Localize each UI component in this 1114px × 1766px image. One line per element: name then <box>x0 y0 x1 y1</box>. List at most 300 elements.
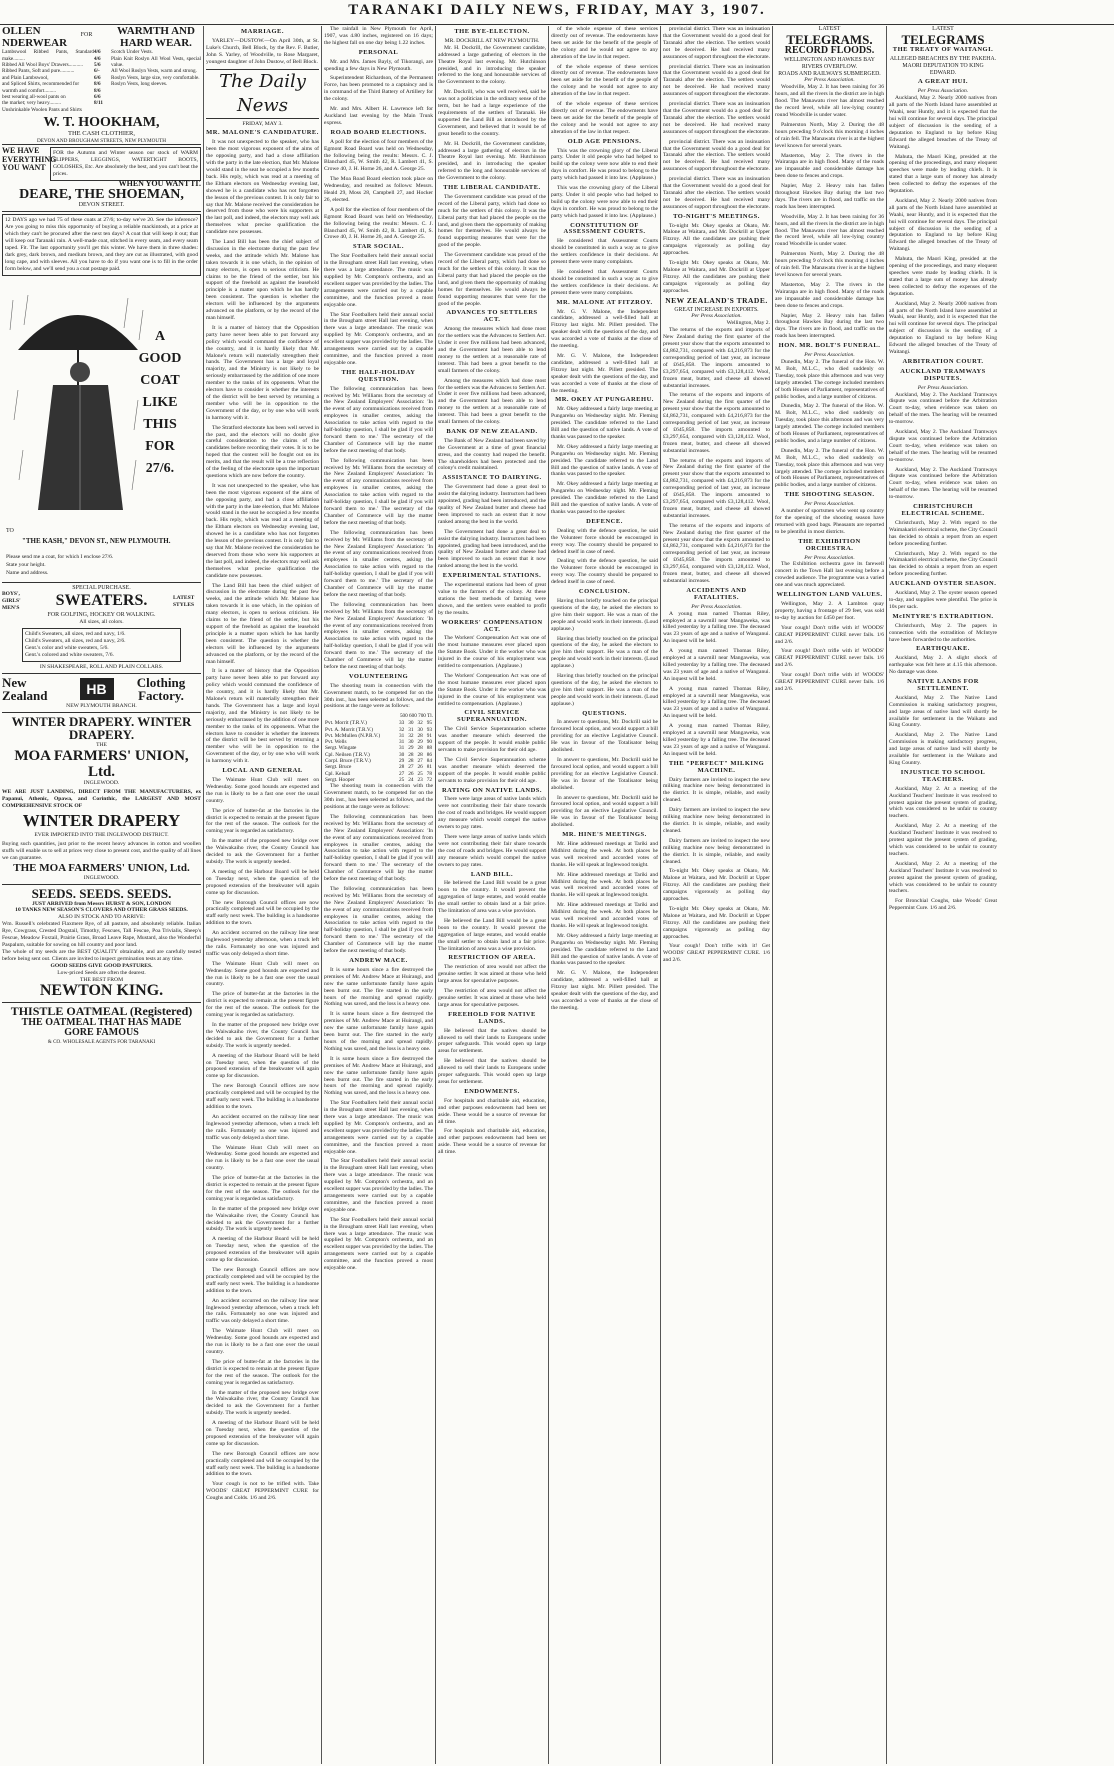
news-column-6 <box>663 26 770 1764</box>
workers-body: The Workers' Compensation Act was one of the most humane measures ever placed upon the Statute Book. Under it the worker who was injured in the course of his employment was entitled to compensation. (Applause.) <box>438 672 546 707</box>
nz-clothing-left: New Zealand <box>2 674 48 704</box>
trade-body: The returns of the exports and imports of New Zealand during the first quarter of the present year show that the exports amounted to £4,862,731, compared with £4,216,873 for the corresponding period of last year, an increase of £645,858. The imports amounted to £3,297,654, compared with £3,128,412. Wool, frozen meat, butter, and cheese all showed substantial increases. <box>663 327 770 389</box>
malone-body: Mr. G. V. Malone, the Independent candidate, addressed a well-filled hall at Fitzroy last night. Mr. Pillett presided. The speaker dealt with the questions of the day, and was accorded a vote of thanks at the close of the meeting. <box>551 970 658 1011</box>
defence-body: Dealing with the defence question, he said the Volunteer force should be encouraged in every way. The country should be prepared to defend itself in case of need. <box>551 527 658 555</box>
hookham-vest-line: Plain Knit Roslyn All Wool Vests, special value. <box>111 55 201 68</box>
newton-king-name: NEWTON KING. <box>39 982 164 1000</box>
seeds-also: ALSO IN STOCK AND TO ARRIVE: <box>58 914 145 921</box>
shooter-name: Pvt. Wells <box>325 739 347 746</box>
floods-sub: WELLINGTON AND HAWKES BAY RIVERS OVERFLOW. <box>784 56 875 70</box>
coat-slogan-word: FOR <box>145 438 175 454</box>
hine-body: Mr. Hine addressed meetings at Tariki and Midhirst during the week. At both places he was well received and accorded votes of thanks. He will speak at Inglewood tonight. <box>551 902 658 929</box>
okey-heading: MR. OKEY AT PUNGAREHU. <box>555 396 654 404</box>
moa-winter: WINTER DRAPERY <box>22 811 181 830</box>
shooting-score: 28 <box>399 764 405 771</box>
nz-clothing-advert <box>2 673 201 712</box>
meetings-body: To-night Mr. Okey speaks at Okato, Mr. Malone at Waitara, and Mr. Dockrill at Upper Fitzroy. All the candidates are pushing their campaigns vigorously as polling day approaches. <box>663 868 770 903</box>
hookham-list-right <box>108 49 201 113</box>
hine-heading: MR. HINE'S MEETINGS. <box>562 831 647 839</box>
trade-press: Per Press Association. <box>691 313 742 320</box>
shooting-score: 95 <box>426 720 432 727</box>
native-lands-body: Auckland, May 2. The Native Land Commission is making satisfactory progress, and large areas of native land will shortly be available for settlement in the Waikato and King Country. <box>889 732 997 766</box>
accidents-body: A young man named Thomas Riley, employed at a sawmill near Mangaweka, was killed yesterday by a falling tree. The deceased was 23 years of age and a native of Wanganui. An inquest will be held. <box>663 685 770 720</box>
shooting-score: 28 <box>417 751 423 758</box>
shooting-score: 30 <box>408 720 414 727</box>
thistle-advert <box>2 1002 201 1047</box>
road-board-item: A poll for the election of four members of the Egmont Road Board was held on Wednesday, the following being the results: Messrs. C. J. Blanchard 45, W. Smith 42, R. Lambert 41, S. Crowe 40, J. H. Horne 26, and A. George 25. <box>324 138 433 173</box>
editorial-paragraph: The Land Bill has been the chief subject of discussion in the electorate during the past few weeks, and the attitude which Mr. Malone has taken towards it is one which, in the opinion of many electors, is open to serious criticism. He claims to be the friend of the settler, but his support of the freehold as against the leasehold principle is a matter upon which he has hardly been consistent. The question is whether the electors will be influenced by the arguments advanced on the platform, or by the record of the man himself. <box>206 239 319 321</box>
civil-service-body: The Civil Service Superannuation scheme was another measure which deserved the support of the people. It would enable public servants to make provision for their old age. <box>438 756 546 784</box>
shooter-name: Pvt. McMullen (N.P.R.V.) <box>325 732 381 739</box>
dairy-body: The Government had done a great deal to assist the dairying industry. Instructors had been appointed, grading had been introduced, and the quality of New Zealand butter and cheese had been improved to such an extent that it now ranked among the best in the world. <box>438 528 546 570</box>
hookham-advert <box>2 26 201 144</box>
sweaters-advert <box>2 582 201 673</box>
civil-service-body: The Civil Service Superannuation scheme was another measure which deserved the support of the people. It would enable public servants to make provision for their old age. <box>438 726 546 753</box>
coat-slogan-word: GOOD <box>138 350 182 366</box>
editorial-column <box>206 26 319 1764</box>
bank-body: The Bank of New Zealand had been saved by the Government at a time of great financial stress, and the country had reaped the benefit. The shareholders had been protected and the colony's credit maintained. <box>438 437 546 472</box>
endowments-body: For hospitals and charitable aid, education, and other purposes endowments had been set aside. These would be a source of revenue for all time. <box>438 1128 546 1156</box>
hookham-headline-left: OLLEN NDERWEAR <box>2 26 68 49</box>
gathering-heading: A GREAT HUI. <box>917 78 968 86</box>
continued-body: provincial district. There was an insinuation that the Government would do a good deal for Taranaki after the election. The settlers would not be deceived. He had received many assurances of support throughout the electorate. <box>663 26 770 60</box>
experimental-heading: EXPERIMENTAL STATIONS. <box>442 572 542 580</box>
local-item: A meeting of the Harbour Board will be held on Tuesday next, when the question of the proposed extension of the breakwater will again come up for discussion. <box>206 1236 319 1264</box>
editorial-paragraph: It is a matter of history that the Opposition party have never been able to put forward any policy which would command the confidence of the country, and it is hardly likely that Mr. Malone's return will materially strengthen their hands. The Government has a large and loyal majority, and the Ministry is not likely to be seriously embarrassed by the addition of one more member to the ranks of its opponents. What the electors have to consider is whether the interests of the district will be best served by returning a member who will be in opposition to the Government of the day, or by one who will work in harmony with it. <box>206 668 319 765</box>
advances-body: Among the measures which had done most for the settlers was the Advances to Settlers Act. Under it over five millions had been advanced, and the Government had been able to lend money to the settlers at a reasonable rate of interest. This had been a great benefit to the small farmers of the colony. <box>438 326 546 374</box>
sweaters-sizes: All sizes, all colors. <box>79 619 124 626</box>
floods-item: Masterton, May 2. The rivers in the Wairarapa are in high flood. Many of the roads are impassable and considerable damage has been done to fences and crops. <box>775 152 884 180</box>
deare-body: FOR the Autumn and Winter season our stock of WARM SLIPPERS, LEGGINGS, WATERTIGHT BOOTS, GOLOSHES, Etc. Are absolutely the best, and you can't beat the prices. <box>50 147 201 181</box>
hookham-line: best wearing all-wool pants on <box>2 93 66 100</box>
arbitration-heading: ARBITRATION COURT. <box>902 357 984 365</box>
shooting-score: 29 <box>408 745 414 752</box>
advertisements-column <box>2 26 201 1764</box>
restriction-body: The restriction of area would not affect the genuine settler. It was aimed at those who held large areas for speculative purposes. <box>438 964 546 985</box>
coat-to: TO <box>6 527 14 534</box>
column-rule <box>886 26 887 1764</box>
okey-body: Mr. Okey addressed a fairly large meeting at Pungarehu on Wednesday night. Mr. Fleming presided. The candidate referred to the Land Bill and the question of native lands. A vote of thanks was passed to the speaker. <box>551 481 658 515</box>
local-item: The Waimate Hunt Club will meet on Wednesday. Some good hounds are expected and the run is likely to be a fast one over the usual country. <box>206 777 319 804</box>
accidents-heading: ACCIDENTS AND FATALITIES. <box>686 586 747 601</box>
personal-item: Mr. and Mrs. Albert H. Lawrence left for Auckland last evening by the Main Trunk express. <box>324 106 433 126</box>
conclusion-body: Having thus briefly touched on the principal questions of the day, he asked the electors to give him their support. He was a man of the people and would work in their interests. (Loud applause.) <box>551 673 658 707</box>
questions-heading: QUESTIONS. <box>582 709 627 717</box>
shooting-score: 28 <box>417 745 423 752</box>
defence-heading: DEFENCE. <box>586 517 623 525</box>
hookham-price: 8/6 <box>94 87 101 94</box>
old-age-heading: OLD AGE PENSIONS. <box>567 137 642 145</box>
hookham-vest-line: All Wool Roslyn Vests, warm and strong. <box>111 68 197 75</box>
hookham-line: Unshrinkable Woolen Pants and Shirts <box>2 106 82 113</box>
freehold-body: He believed that the natives should be allowed to sell their lands to Europeans under proper safeguards. This would open up large areas for settlement. <box>438 1058 546 1085</box>
shooting-score: 32 <box>417 720 423 727</box>
hookham-line: and Spliced Shirts, recommended for <box>2 81 80 88</box>
malone-heading: MR. MALONE AT FITZROY. <box>556 298 653 306</box>
endowments-heading: ENDOWMENTS. <box>464 1087 520 1095</box>
andrew-mace-body: It is some hours since a fire destroyed the premises of Mr. Andrew Mace at Huirangi, and now the same unfortunate family have again been burnt out. The fire started in the early hours of the morning and spread rapidly. Nothing was saved, and the loss is a heavy one. <box>324 966 433 1008</box>
treaty-sub: ALLEGED BREACHES BY THE PAKEHA. <box>889 55 997 62</box>
half-holiday-body: The following communication has been received by Mr. Williams from the secretary of the New Zealand Employers' Association: 'In the event of any communications received from employees in smaller centres, asking the Association to take action with regard to the half-holiday question, I shall be glad if you will forward them to me.' The secretary of the Chamber of Commerce will lay the matter before the next meeting of that body. <box>324 813 433 883</box>
old-age-body: This was the crowning glory of the Liberal party. Under it old people who had helped to build up the colony were now able to end their days in comfort. He was proud to belong to the party which had passed it into law. (Applause.) <box>551 185 658 219</box>
workers-heading: WORKERS' COMPENSATION ACT. <box>441 618 543 633</box>
shooting-score: 26 <box>408 770 414 777</box>
shooting-score: 88 <box>426 745 432 752</box>
experimental-body: The experimental stations had been of great value to the farmers of the colony. At these stations the best methods of farming were shown, and the settlers were enabled to profit by the results. <box>438 582 546 616</box>
accidents-body: A young man named Thomas Riley, employed at a sawmill near Mangaweka, was killed yesterday by a falling tree. The deceased was 23 years of age and a native of Wanganui. An inquest will be held. <box>663 648 770 682</box>
hookham-line: and Plain Lambswool, <box>2 74 49 81</box>
civil-service-heading: CIVIL SERVICE SUPERANNUATION. <box>456 709 528 724</box>
sweaters-collars: IN SHAKESPEARE, ROLL AND PLAIN COLLARS. <box>39 663 164 670</box>
local-item: In the matter of the proposed new bridge over the Waiwakaiho river, the County Council has decided to ask the Government for a further subsidy. The work is urgently needed. <box>206 1205 319 1233</box>
shooting-score: 32 <box>408 732 414 739</box>
hookham-list-left <box>2 49 94 113</box>
malone-body: Mr. G. V. Malone, the Independent candidate, addressed a well-filled hall at Fitzroy last night. Mr. Pillett presided. The speaker dealt with the questions of the day, and was accorded a vote of thanks at the close of the meeting. <box>551 352 658 394</box>
deare-name: DEARE, THE SHOEMAN, <box>19 186 184 202</box>
floods-press: Per Press Association. <box>804 77 855 84</box>
shooting-score: 31 <box>399 732 405 739</box>
editorial-date: FRIDAY, MAY 3. <box>242 120 283 127</box>
continued-body: provincial district. There was an insinuation that the Government would do a good deal for Taranaki after the election. The settlers would not be deceived. He had received many assurances of support throughout the electorate. <box>663 63 770 98</box>
seeds-good: GOOD SEEDS GIVE GOOD PASTURES. <box>50 962 153 969</box>
floods-heading: RECORD FLOODS. <box>784 44 875 56</box>
hookham-line: the market; very heavy......... <box>2 100 62 107</box>
milking-body: Dairy farmers are invited to inspect the new milking machine now being demonstrated in the district. It is simple, reliable, and easily cleaned. <box>663 837 770 865</box>
shooting-score: 30 <box>408 739 414 746</box>
teachers-body: Auckland, May 2. At a meeting of the Auckland Teachers' Institute it was resolved to protest against the present system of grading, which was considered to be unfair to country teachers. <box>889 785 997 820</box>
okey-body: Mr. Okey addressed a fairly large meeting at Pungarehu on Wednesday night. Mr. Fleming presided. The candidate referred to the Land Bill and the question of native lands. A vote of thanks was passed to the speaker. <box>551 443 658 478</box>
coat-slogan-word: 27/6. <box>145 460 175 476</box>
native-rating-body: There were large areas of native lands which were not contributing their fair share towards the cost of roads and bridges. He would support any measure which would compel the native owners to pay rates. <box>438 833 546 868</box>
local-item: A meeting of the Harbour Board will be held on Tuesday next, when the question of the proposed extension of the breakwater will again come up for discussion. <box>206 1420 319 1447</box>
seeds-low: Low-priced Seeds are often the dearest. <box>57 969 146 976</box>
sweaters-list <box>22 628 181 662</box>
treaty-paragraph: Auckland, May 2. Nearly 2000 natives from all parts of the North Island have assembled at Waahi, near Huntly, and it is expected that the hui will continue for several days. The principal subject of discussion is the sending of a deputation to England to lay before King Edward the alleged breaches of the Treaty of Waitangi. <box>889 197 997 253</box>
meetings-body: To-night Mr. Okey speaks at Okato, Mr. Malone at Waitara, and Mr. Dockrill at Upper Fitzroy. All the candidates are pushing their campaigns vigorously as polling day approaches. <box>663 260 770 294</box>
marriage-notice: YARLEY—DUSTOW.—On April 30th, at St. Luke's Church, Bell Block, by the Rev. F. Butler, John S. Yarley, of Woodville, to Rose Margaret, youngest daughter of John Dustow, of Bell Block. <box>206 37 319 65</box>
sweater-item: Gent.'s colored and white sweaters, 7/6. <box>25 651 114 658</box>
tramways-body: Auckland, May 2. The Auckland Tramways dispute was continued before the Arbitration Court to-day, when evidence was taken on behalf of the men. The hearing will be resumed to-morrow. <box>889 466 997 501</box>
shooting-score: 27 <box>399 770 405 777</box>
freehold-body: He believed that the natives should be allowed to sell their lands to Europeans under proper safeguards. This would open up large areas for settlement. <box>438 1027 546 1055</box>
half-holiday-body: The following communication has been received by Mr. Williams from the secretary of the New Zealand Employers' Association: 'In the event of any communications received from employees in smaller centres, asking the Association to take action with regard to the half-holiday question, I shall be glad if you will forward them to me.' The secretary of the Chamber of Commerce will lay the matter before the next meeting of that body. <box>324 885 433 955</box>
shooting-score: 28 <box>408 758 414 765</box>
shooting-score: 30 <box>417 726 423 733</box>
cough-advert: Your cough! Don't trifle with it! WOODS' GREAT PEPPERMINT CURE never fails. 1/6 and 2/6. <box>775 624 884 645</box>
shooting-score: 33 <box>399 720 405 727</box>
sweaters-left: BOYS', GIRLS' MEN'S <box>2 591 21 612</box>
personal-heading: PERSONAL <box>358 48 399 56</box>
moa-body2: Buying such quantities, just prior to the recent heavy advances in cotton and woollen stuffs will enable us to sell at prices very close to present cost, and the quality of all lines we can guarantee. <box>2 840 201 861</box>
nz-clothing-right: Clothing Factory. <box>136 674 186 704</box>
shooting-score: 93 <box>426 726 432 733</box>
hookham-line: Lambswool Ribbed Pants, Standard make......... <box>2 49 94 62</box>
trade-heading: NEW ZEALAND'S TRADE. <box>665 295 768 305</box>
dairy-body: The Government had done a great deal to assist the dairying industry. Instructors had been appointed, grading had been introduced, and the quality of New Zealand butter and cheese had been improved to such an extent that it now ranked among the best in the world. <box>438 484 546 525</box>
hookham-price: 4/6 <box>94 55 101 62</box>
okey-body: Mr. Okey addressed a fairly large meeting at Pungarehu on Wednesday night. Mr. Fleming presided. The candidate referred to the Land Bill and the question of native lands. A vote of thanks was passed to the speaker. <box>551 932 658 967</box>
telegrams-heading: TELEGRAMS. <box>786 31 873 47</box>
continued-body: of the whole expense of these services directly out of revenue. The endowments have been set aside for the benefit of the people of the colony and he would not agree to any alteration of the law in that respect. <box>551 26 658 60</box>
shooting-score: 78 <box>426 770 432 777</box>
accidents-body: A young man named Thomas Riley, employed at a sawmill near Mangaweka, was killed yesterday by a falling tree. The deceased was 23 years of age and a native of Wanganui. An inquest will be held. <box>663 610 770 645</box>
local-item: A meeting of the Harbour Board will be held on Tuesday next, when the question of the proposed extension of the breakwater will again come up for discussion. <box>206 1052 319 1080</box>
deare-headline: WE HAVE EVERYTHING YOU WANT <box>2 146 57 172</box>
volunteering-heading: VOLUNTEERING <box>348 672 409 680</box>
native-lands-heading: NATIVE LANDS FOR SETTLEMENT. <box>907 678 979 692</box>
shooter-name: Cpl. Kelsall <box>325 770 351 777</box>
treaty-paragraph: Auckland, May 2. Nearly 2000 natives from all parts of the North Island have assembled at Waahi, near Huntly, and it is expected that the hui will continue for several days. The principal subject of discussion is the sending of a deputation to England to lay before King Edward the alleged breaches of the Treaty of Waitangi. <box>889 95 997 150</box>
thistle-sub2: GORE FAMOUS <box>64 1027 139 1039</box>
seeds-headline: SEEDS. SEEDS. SEEDS. <box>31 885 172 901</box>
trade-place: Wellington, May 2. <box>726 320 770 327</box>
funeral-press: Per Press Association. <box>804 352 855 359</box>
shooting-score: 32 <box>399 726 405 733</box>
local-item: In the matter of the proposed new bridge over the Waiwakaiho river, the County Council has decided to ask the Government for a further subsidy. The work is urgently needed. <box>206 1022 319 1049</box>
meetings-body: To-night Mr. Okey speaks at Okato, Mr. Malone at Waitara, and Mr. Dockrill at Upper Fitzroy. All the candidates are pushing their campaigns vigorously as polling day approaches. <box>663 905 770 940</box>
dairy-heading: ASSISTANCE TO DAIRYING. <box>442 474 542 482</box>
andrew-mace-body: It is some hours since a fire destroyed the premises of Mr. Andrew Mace at Huirangi, and now the same unfortunate family have again been burnt out. The fire started in the early hours of the morning and spread rapidly. Nothing was saved, and the loss is a heavy one. <box>324 1011 433 1052</box>
shooting-score: 23 <box>417 776 423 783</box>
deare-advert <box>2 144 201 211</box>
hookham-subtitle: THE CASH CLOTHIER, <box>68 129 135 137</box>
hookham-price: 8/6 <box>94 81 101 88</box>
cough-advert: Your cough is not to be trifled with. Take WOODS' GREAT PEPPERMINT CURE for Coughs and Colds. 1/6 and 2/6. <box>206 1481 319 1502</box>
telegrams-heading: TELEGRAMS <box>901 31 985 47</box>
meetings-heading: TO-NIGHT'S MEETINGS. <box>673 212 760 220</box>
moa-ever: EVER IMPORTED INTO THE INGLEWOOD DISTRICT. <box>34 831 169 838</box>
volunteering-body: The shooting team in connection with the Government match, to be competed for on the 30th inst., has been selected as follows, and the positions at the range were as follows: <box>324 682 433 710</box>
hookham-price: 5/6 <box>94 61 101 68</box>
orchestra-heading: THE EXHIBITION ORCHESTRA. <box>798 537 861 552</box>
cough-advert: Your cough! Don't trifle with it! WOODS' GREAT PEPPERMINT CURE never fails. 1/6 and 2/6. <box>775 672 884 692</box>
hine-body: Mr. Hine addressed meetings at Tariki and Midhirst during the week. At both places he was well received and accorded votes of thanks. He will speak at Inglewood tonight. <box>551 871 658 899</box>
shooting-score: 29 <box>399 758 405 765</box>
star-social-body: The Star Footballers held their annual social in the Brougham street Hall last evening, when there was a large attendance. The music was supplied by Mr. Compton's orchestra, and an excellent supper was provided by the ladies. The arrangements were carried out by a capable committee, and the function proved a most enjoyable one. <box>324 1158 433 1213</box>
seeds-tanks: 10 TANKS NEW SEASON'S CLOVERS AND OTHER GRASS SEEDS. <box>15 907 188 914</box>
local-item: An accident occurred on the railway line near Inglewood yesterday afternoon, when a truck left the rails. Fortunately no one was injured and traffic was only delayed a short time. <box>206 1297 319 1325</box>
advances-heading: ADVANCES TO SETTLERS ACT. <box>446 309 538 324</box>
shooting-press: Per Press Association. <box>804 501 855 508</box>
coat-slogan-word: A <box>154 328 166 344</box>
bank-heading: BANK OF NEW ZEALAND. <box>446 427 538 435</box>
shooter-name: Sergt. Bruce <box>325 764 352 771</box>
questions-body: In answer to questions, Mr. Dockrill said he favoured local option, and would support a bill providing for an elective Legislative Council. He was in favour of the Totalisator being abolished. <box>551 719 658 754</box>
advances-body: Among the measures which had done most for the settlers was the Advances to Settlers Act. Under it over five millions had been advanced, and the Government had been able to lend money to the settlers at a reasonable rate of interest. This had been a great benefit to the small farmers of the colony. <box>438 377 546 426</box>
treaty-paragraph: Auckland, May 2. Nearly 2000 natives from all parts of the North Island have assembled at Waahi, near Huntly, and it is expected that the hui will continue for several days. The principal subject of discussion is the sending of a deputation to England to lay before King Edward the alleged breaches of the Treaty of Waitangi. <box>889 300 997 355</box>
hookham-line: warmth and comfort......... <box>2 87 57 94</box>
coat-slogan-word: COAT <box>140 372 180 388</box>
chch-heading: CHRISTCHURCH ELECTRICAL SCHEME. <box>901 503 985 517</box>
coat-kash: "THE KASH," DEVON ST., NEW PLYMOUTH. <box>22 536 171 545</box>
shooting-score: 30 <box>399 751 405 758</box>
editorial-paragraph: It was not unexpected to the speaker, who has been the most vigorous exponent of the aims of the opposing party, and had a close affiliation with the party in the late election, that Mr. Malone would stand in the seat he occupied a few months back. His reply, which was read at a meeting of the Eltham electors on Wednesday evening last, showed he is a candidate who has not forgotten the lesson of the previous contest. It is only fair to say that Mr. Malone received the consideration he deserved from those who were his supporters at the last poll, and indeed, the electors may well ask themselves what precise qualification the candidate now possesses. <box>206 482 319 579</box>
half-holiday-body: The following communication has been received by Mr. Williams from the secretary of the New Zealand Employers' Association: 'In the event of any communications received from employees in smaller centres, asking the Association to take action with regard to the half-holiday question, I shall be glad if you will forward them to me.' The secretary of the Chamber of Commerce will lay the matter before the next meeting of that body. <box>324 529 433 598</box>
land-bill-body: He believed the Land Bill would be a great boon to the country. It would prevent the aggregation of large estates, and would enable the small settler to obtain land at a fair price. The limitation of area was a wise provision. <box>438 917 546 952</box>
seeds-body: Wm. Russell's celebrated Flaxmere Rye, of all pasture, and absolutely reliable. Italian Rye, Cowgrass, Crested Dogstail, Timothy, Fescues, Tall Fescue, Poa Trivialis, Sheep's Fescue, Meadow Foxtail, Prairie Grass, Broad Leave Rape, Mustard, also the Wonderful Paspalum, suitable for sowing on hill country and poor land. <box>2 921 201 948</box>
local-item: In the matter of the proposed new bridge over the Waiwakaiho river, the County Council has decided to ask the Government for a further subsidy. The work is urgently needed. <box>206 838 319 865</box>
coat-slogan <box>125 326 195 480</box>
news-column-4 <box>438 26 546 1764</box>
assessment-body: He considered that Assessment Courts should be constituted in such a way as to give the settlers confidence in their decisions. At present there were many complaints. <box>551 238 658 266</box>
hine-body: Mr. Hine addressed meetings at Tariki and Midhirst during the week. At both places he was well received and accorded votes of thanks. He will speak at Inglewood tonight. <box>551 840 658 868</box>
shooting-heading: THE SHOOTING SEASON. <box>784 491 875 499</box>
moa-name: MOA FARMERS' UNION, Ltd. <box>14 747 189 780</box>
sweater-item: Gent.'s color and white sweaters, 5/6. <box>25 644 109 651</box>
moa-name2: THE MOA FARMERS' UNION, Ltd. <box>13 862 190 875</box>
chch-body: Christchurch, May 2. With regard to the Waimakariri electrical scheme, the City Council has decided to obtain a report from an expert before proceeding further. <box>889 550 997 578</box>
native-rating-body: There were large areas of native lands which were not contributing their fair share towards the cost of roads and bridges. He would support any measure which would compel the native owners to pay rates. <box>438 796 546 831</box>
earthquake-body: Auckland, May 2. A slight shock of earthquake was felt here at 4.15 this afternoon. No damage was done. <box>889 655 997 676</box>
shooting-score: 27 <box>417 758 423 765</box>
sweaters-right: LATEST STYLES <box>173 594 195 608</box>
local-item: The Waimate Hunt Club will meet on Wednesday. Some good hounds are expected and the run is likely to be a fast one over the usual country. <box>206 1144 319 1172</box>
floods-item: Napier, May 2. Heavy rain has fallen throughout Hawkes Bay during the last two days. The rivers are in flood, and traffic on the roads has been interrupted. <box>775 312 884 340</box>
okey-body: Mr. Okey addressed a fairly large meeting at Pungarehu on Wednesday night. Mr. Fleming presided. The candidate referred to the Land Bill and the question of native lands. A vote of thanks was passed to the speaker. <box>551 406 658 440</box>
local-item: An accident occurred on the railway line near Inglewood yesterday afternoon, when a truck left the rails. Fortunately no one was injured and traffic was only delayed a short time. <box>206 930 319 957</box>
moa-the: THE <box>96 741 107 748</box>
paper-title: The Daily News <box>219 70 306 116</box>
star-social-body: The Star Footballers held their annual social in the Brougham street Hall last evening, when there was a large attendance. The music was supplied by Mr. Compton's orchestra, and an excellent supper was provided by the ladies. The arrangements were carried out by a capable committee, and the function proved a most enjoyable one. <box>324 253 433 308</box>
floods-item: Masterton, May 2. The rivers in the Wairarapa are in high flood. Many of the roads are impassable and considerable damage has been done to fences and crops. <box>775 281 884 309</box>
floods-sub2: ROADS AND RAILWAYS SUBMERGED. <box>778 70 881 77</box>
shooting-score: 28 <box>408 751 414 758</box>
coat-form-height: State your height. <box>6 561 46 568</box>
floods-item: Palmerston North, May 2. During the 48 hours preceding 9 o'clock this morning 4 inches of rain fell. The Manawatu river is at the highest level known for several years. <box>775 251 884 278</box>
questions-body: In answer to questions, Mr. Dockrill said he favoured local option, and would support a bill providing for an elective Legislative Council. He was in favour of the Totalisator being abolished. <box>551 794 658 829</box>
hookham-price: 6/- <box>94 68 100 75</box>
seeds-best: THE BEST FROM <box>79 976 124 983</box>
shooting-score: 84 <box>426 758 432 765</box>
trade-sub: GREAT INCREASE IN EXPORTS. <box>674 306 759 313</box>
coat-intro: 12 DAYS ago we had 75 of these coats at 27/6; to-day we've 20. See the inference? Are you going to miss this opportunity of buying a reliable mackintosh, at a price at which they can't be procured after the next ten days? A coat that will keep it out; that will keep out Taranaki rain. A well-made coat, stitched in every seam, and every seam taped. Fit. The last opportunity you'll get this winter. We have them in three shades: dark grey, dark brown, and medium brown, and they are cut as illustrated, with good long cape, and with sleeves. All you have to do if you want one is to fill in the order form below, and we'll send you a coat postage paid. <box>2 214 201 275</box>
star-social-heading: STAR SOCIAL. <box>352 243 405 251</box>
moa-headline: WINTER DRAPERY. WINTER DRAPERY. <box>11 713 192 743</box>
floods-item: Napier, May 2. Heavy rain has fallen throughout Hawkes Bay during the last two days. The rivers are in flood, and traffic on the roads has been interrupted. <box>775 183 884 210</box>
coat-form-line: Please send me a coat, for which I enclose 27/6. <box>6 553 114 560</box>
star-social-body: The Star Footballers held their annual social in the Brougham street Hall last evening, when there was a large attendance. The music was supplied by Mr. Compton's orchestra, and an excellent supper was provided by the ladies. The arrangements were carried out by a capable committee, and the function proved a most enjoyable one. <box>324 311 433 366</box>
treaty-sub2: MAORI DEPUTATION TO KING EDWARD. <box>902 62 984 76</box>
continued-body: provincial district. There was an insinuation that the Government would do a good deal for Taranaki after the election. The settlers would not be deceived. He had received many assurances of support throughout the electorate. <box>663 138 770 173</box>
continued-body: provincial district. There was an insinuation that the Government would do a good deal for Taranaki after the election. The settlers would not be deceived. He had received many assurances of support throughout the electorate. <box>663 176 770 210</box>
road-board-item: The Moa Road Board election took place on Wednesday, and resulted as follows: Messrs. Heald 29, Moss 28, Campbell 27, and Hocker 26, elected. <box>324 176 433 203</box>
news-column-3 <box>324 26 433 1764</box>
continued-body: provincial district. There was an insinuation that the Government would do a good deal for Taranaki after the election. The settlers would not be deceived. He had received many assurances of support throughout the electorate. <box>663 101 770 135</box>
shooting-score: 25 <box>399 776 405 783</box>
deare-street: DEVON STREET. <box>78 202 125 209</box>
funeral-heading: HON. MR. BOLT'S FUNERAL. <box>778 342 881 350</box>
half-holiday-body: The following communication has been received by Mr. Williams from the secretary of the New Zealand Employers' Association: 'In the event of any communications received from employees in smaller centres, asking the Association to take action with regard to the half-holiday question, I shall be glad if you will forward them to me.' The secretary of the Chamber of Commerce will lay the matter before the next meeting of that body. <box>324 601 433 670</box>
funeral-body: Dunedin, May 2. The funeral of the Hon. W. M. Bolt, M.L.C., who died suddenly on Tuesday, took place this afternoon and was very largely attended. The cortege included members of both Houses of Parliament, representatives of public bodies, and a large number of citizens. <box>775 403 884 444</box>
moa-advert <box>2 712 201 884</box>
malone-body: Mr. G. V. Malone, the Independent candidate, addressed a well-filled hall at Fitzroy last night. Mr. Pillett presided. The speaker dealt with the questions of the day, and was accorded a vote of thanks at the close of the meeting. <box>551 308 658 350</box>
coat-advert <box>2 211 201 577</box>
andrew-mace-body: It is some hours since a fire destroyed the premises of Mr. Andrew Mace at Huirangi, and now the same unfortunate family have again been burnt out. The fire started in the early hours of the morning and spread rapidly. Nothing was saved, and the loss is a heavy one. <box>324 1055 433 1097</box>
local-item: The new Borough Council offices are now practically completed and will be occupied by the staff early next week. The building is a handsome addition to the town. <box>206 1450 319 1478</box>
conclusion-body: Having thus briefly touched on the principal questions of the day, he asked the electors to give him their support. He was a man of the people and would work in their interests. (Loud applause.) <box>551 597 658 632</box>
local-item: A meeting of the Harbour Board will be held on Tuesday next, when the question of the proposed extension of the breakwater will again come up for discussion. <box>206 868 319 896</box>
hb-logo: HB <box>80 678 114 700</box>
liberal-heading: THE LIBERAL CANDIDATE. <box>443 184 541 192</box>
shooting-score: 91 <box>426 732 432 739</box>
local-item: The price of butter-fat at the factories in the district is expected to remain at the present figure for the rest of the season. The outlook for the coming year is regarded as satisfactory. <box>206 1358 319 1386</box>
telegrams-column-2 <box>889 26 1112 1764</box>
hookham-price: 8/11 <box>94 100 103 107</box>
liberal-body: The Government candidate was proud of the record of the Liberal party, which had done so much for the settlers of this colony. It was the Liberal party that had placed the people on the land, and given them the opportunity of making homes for themselves. He would always be found supporting measures that were for the good of the people. <box>438 193 546 249</box>
land-bill-heading: LAND BILL. <box>470 870 514 878</box>
endowments-body: For hospitals and charitable aid, education, and other purposes endowments had been set aside. These would be a source of revenue for all time. <box>438 1097 546 1125</box>
moa-town2: INGLEWOOD. <box>83 875 120 882</box>
hookham-price: 4/6 <box>94 49 101 56</box>
column-rule <box>772 26 773 1764</box>
hookham-vest-line: Roslyn Vests, long sleeves. <box>111 81 168 88</box>
land-values-body: Wellington, May 2. A Lambton quay property, having a frontage of 29 feet, was sold to-day by auction for £450 per foot. <box>775 600 884 621</box>
teachers-body: Auckland, May 2. At a meeting of the Auckland Teachers' Institute it was resolved to protest against the present system of grading, which was considered to be unfair to country teachers. <box>889 823 997 857</box>
half-holiday-heading: THE HALF-HOLIDAY QUESTION. <box>341 368 416 383</box>
nz-clothing-branch: NEW PLYMOUTH BRANCH. <box>66 702 137 709</box>
cough-advert: For Bronchial Coughs, take Woods' Great Peppermint Cure. 1/6 and 2/6. <box>889 898 997 912</box>
hookham-headline-for: FOR <box>80 32 93 38</box>
hookham-prices <box>94 49 108 113</box>
deare-when: WHEN YOU WANT IT. <box>118 178 201 188</box>
orchestra-press: Per Press Association. <box>804 554 855 561</box>
column-rule <box>203 26 204 1764</box>
column-rule <box>660 26 661 1764</box>
funeral-body: Dunedin, May 2. The funeral of the Hon. W. M. Bolt, M.L.C., who died suddenly on Tuesday, took place this afternoon and was very largely attended. The cortege included members of both Houses of Parliament, representatives of public bodies, and a large number of citizens. <box>775 358 884 400</box>
bye-election-paragraph: Mr. H. Dockrill, the Government candidate, addressed a large gathering of electors in the Theatre Royal last evening. Mr. Hutchinson presided, and in introducing the speaker referred to the long and honourable services of the Government to the colony. <box>438 140 546 182</box>
hookham-line: Ribbed All Wool Boys' Drawers........... <box>2 61 83 68</box>
tramways-body: Auckland, May 2. The Auckland Tramways dispute was continued before the Arbitration Court to-day, when evidence was taken on behalf of the men. The hearing will be resumed to-morrow. <box>889 391 997 426</box>
chch-body: Christchurch, May 2. With regard to the Waimakariri electrical scheme, the City Council has decided to obtain a report from an expert before proceeding further. <box>889 519 997 547</box>
local-item: The price of butter-fat at the factories in the district is expected to remain at the present figure for the rest of the season. The outlook for the coming year is regarded as satisfactory. <box>206 807 319 835</box>
cough-advert: Your cough! Don't trifle with it! Get WOODS' GREAT PEPPERMINT CURE. 1/6 and 2/6. <box>663 943 770 964</box>
volunteering-body: The shooting team in connection with the Government match, to be competed for on the 30th inst., has been selected as follows, and the positions at the range were as follows: <box>324 783 433 810</box>
column-rule <box>321 26 322 1764</box>
shooting-score: 31 <box>399 745 405 752</box>
hookham-address: DEVON AND BROUGHAM STREETS, NEW PLYMOUTH <box>36 137 167 144</box>
telegrams-column-1 <box>775 26 884 1764</box>
thistle-sub: THE OATMEAL THAT HAS MADE <box>21 1016 182 1028</box>
local-item: An accident occurred on the railway line near Inglewood yesterday afternoon, when a truck left the rails. Fortunately no one was injured and traffic was only delayed a short time. <box>206 1113 319 1141</box>
treaty-paragraph: Mahuta, the Maori King, presided at the opening of the proceedings, and many eloquent speeches were made by leading chiefs. It is stated that a large sum of money has already been collected to defray the expenses of the deputation. <box>889 256 997 297</box>
meetings-body: To-night Mr. Okey speaks at Okato, Mr. Malone at Waitara, and Mr. Dockrill at Upper Fitzroy. All the candidates are pushing their campaigns vigorously as polling day approaches. <box>663 222 770 257</box>
treaty-paragraph: Mahuta, the Maori King, presided at the opening of the proceedings, and many eloquent speeches were made by leading chiefs. It is stated that a large sum of money has already been collected to defray the expenses of the deputation. <box>889 153 997 195</box>
hookham-price: 6/6 <box>94 74 101 81</box>
orchestra-body: The Exhibition orchestra gave its farewell concert in the Town Hall last evening before a crowded audience. The programme was a varied one and was much appreciated. <box>775 561 884 589</box>
milking-body: Dairy farmers are invited to inspect the new milking machine now being demonstrated in the district. It is simple, reliable, and easily cleaned. <box>663 776 770 804</box>
earthquake-heading: EARTHQUAKE. <box>916 645 970 653</box>
seeds-arrived: JUST ARRIVED from Messrs HURST & SON, LONDON <box>32 900 171 907</box>
shooter-name: Cpl. Neilsen (T.R.V.) <box>325 751 370 758</box>
shooting-score: 31 <box>399 739 405 746</box>
hookham-vest-line: Scotch Under Vests. <box>111 49 153 56</box>
trade-body: The returns of the exports and imports of New Zealand during the first quarter of the present year show that the exports amounted to £4,862,731, compared with £4,216,873 for the corresponding period of last year, an increase of £645,858. The imports amounted to £3,297,654, compared with £3,128,412. Wool, frozen meat, butter, and cheese all showed substantial increases. <box>663 457 770 519</box>
tramways-body: Auckland, May 2. The Auckland Tramways dispute was continued before the Arbitration Court to-day, when evidence was taken on behalf of the men. The hearing will be resumed to-morrow. <box>889 429 997 463</box>
liberal-body: The Government candidate was proud of the record of the Liberal party, which had done so much for the settlers of this colony. It was the Liberal party that had placed the people on the land, and given them the opportunity of making homes for themselves. He would always be found supporting measures that were for the good of the people. <box>438 252 546 307</box>
shooting-score: 72 <box>426 776 432 783</box>
shooter-name: Corpl. Bruce (T.R.V.) <box>325 758 371 765</box>
local-item: The new Borough Council offices are now practically completed and will be occupied by the staff early next week. The building is a handsome addition to the town. <box>206 1267 319 1294</box>
sweaters-sub: FOR GOLFING, HOCKEY OR WALKING. <box>47 612 156 619</box>
native-lands-body: Auckland, May 2. The Native Land Commission is making satisfactory progress, and large areas of native land will shortly be available for settlement in the Waikato and King Country. <box>889 694 997 729</box>
local-item: In the matter of the proposed new bridge over the Waiwakaiho river, the County Council has decided to ask the Government for a further subsidy. The work is urgently needed. <box>206 1389 319 1417</box>
shooting-score: 90 <box>426 739 432 746</box>
oyster-heading: AUCKLAND OYSTER SEASON. <box>889 580 997 588</box>
seeds-body2: The whole of my seeds are the BEST QUALITY obtainable, and are carefully tested before being sent out. Clients are invited to inspect germination tests at any time. <box>2 948 201 962</box>
editorial-heading: MR. MALONE'S CANDIDATURE. <box>206 129 319 137</box>
questions-body: In answer to questions, Mr. Dockrill said he favoured local option, and would support a bill providing for an elective Legislative Council. He was in favour of the Totalisator being abolished. <box>551 757 658 791</box>
treaty-press: Per Press Association. <box>917 88 969 95</box>
